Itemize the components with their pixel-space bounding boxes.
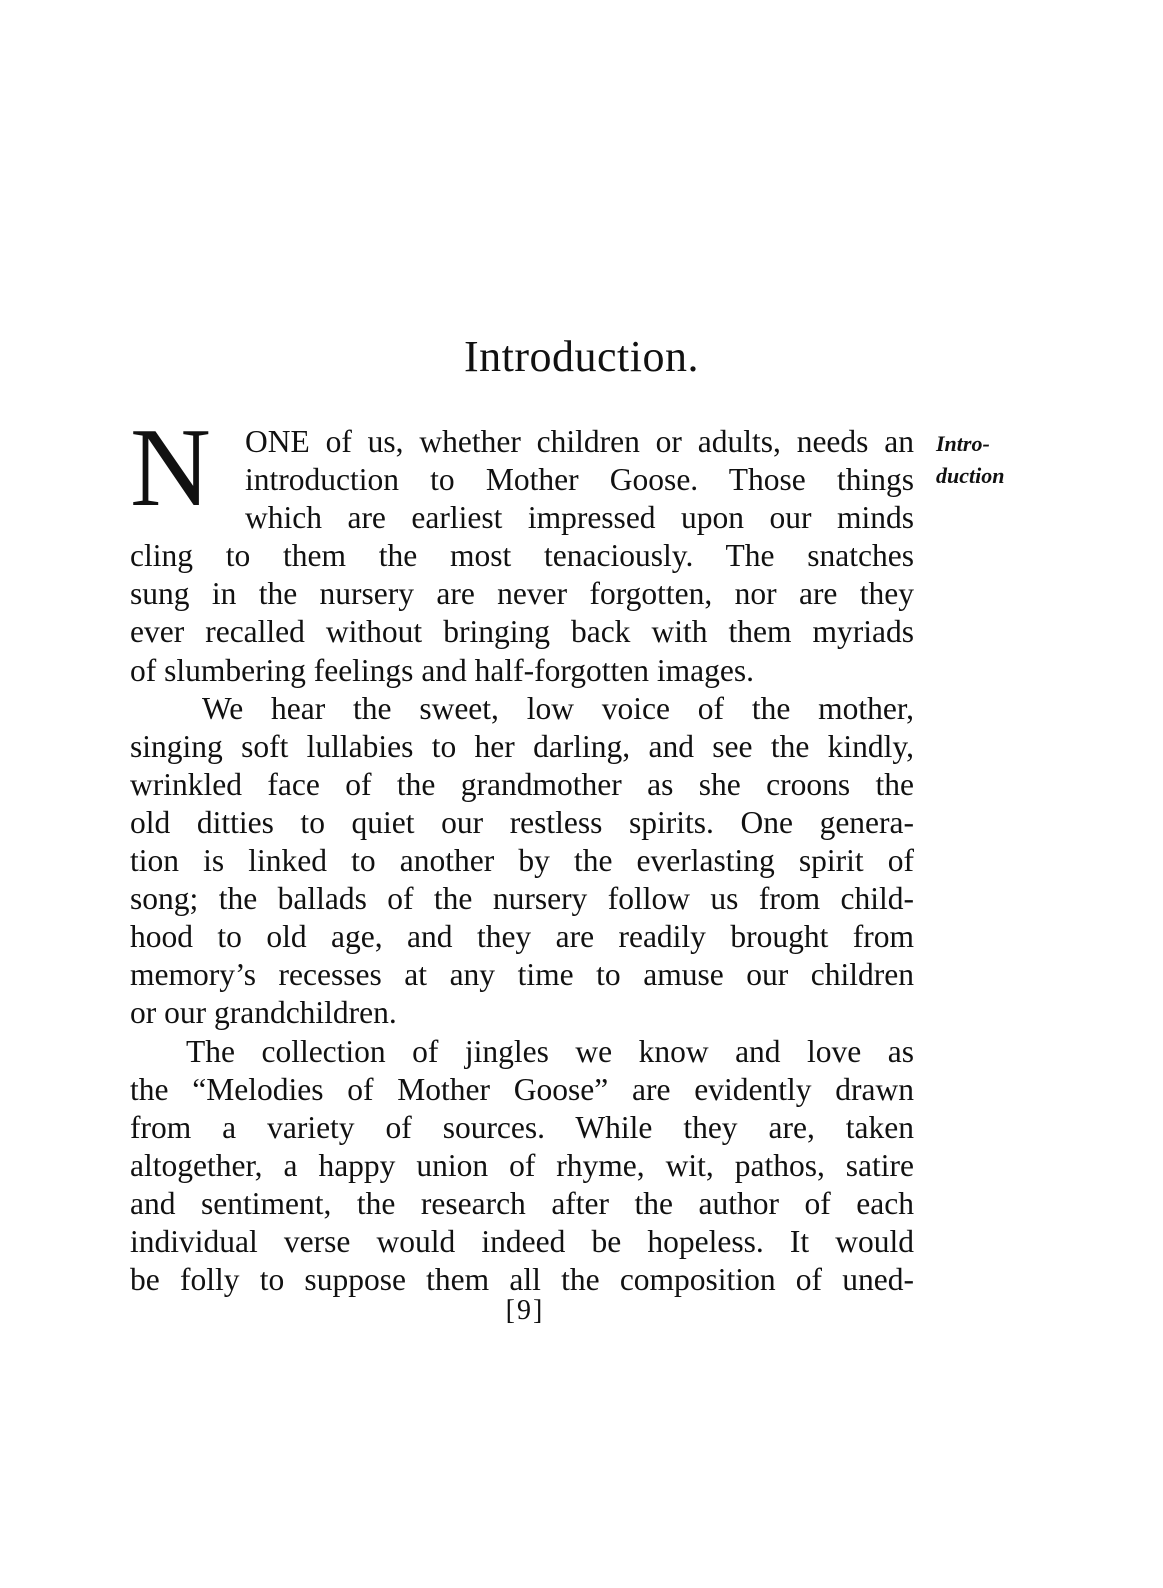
page-number: [9] [505, 1295, 545, 1326]
marginal-note-line: duction [936, 463, 1005, 488]
body-text [130, 423, 914, 1299]
text-line: singing soft lullabies to her darling, and see the kindly, [130, 728, 914, 764]
text-line: the “Melodies of Mother Goose” are evidently drawn [130, 1071, 914, 1107]
text-line: hood to old age, and they are readily brought from [130, 919, 914, 955]
text-line: old ditties to quiet our restless spirits. One genera- [130, 804, 914, 840]
text-line: individual verse would indeed be hopeless. It would [130, 1223, 914, 1259]
text-line: The collection of jingles we know and love as [186, 1033, 914, 1069]
text-line: altogether, a happy union of rhyme, wit, pathos, satire [130, 1147, 914, 1183]
marginal-note-line: Intro- [936, 431, 990, 456]
text-line: ONE of us, whether children or adults, needs an [245, 424, 914, 459]
text-line: song; the ballads of the nursery follow us from child- [130, 881, 914, 917]
text-line: of slumbering feelings and half-forgotten images. [130, 652, 755, 688]
text-line: which are earliest impressed upon our minds [245, 500, 914, 536]
text-line: cling to them the most tenaciously. The snatches [130, 538, 914, 574]
text-line: be folly to suppose them all the composition of uned- [130, 1262, 914, 1298]
text-line: or our grandchildren. [130, 995, 397, 1031]
text-line: wrinkled face of the grandmother as she croons the [130, 766, 914, 802]
text-line: from a variety of sources. While they are, taken [130, 1109, 914, 1145]
text-line: and sentiment, the research after the author of each [130, 1185, 914, 1221]
marginal-note [936, 428, 1004, 492]
page-title: Introduction. [463, 332, 699, 381]
text-line: ever recalled without bringing back with them myriads [130, 614, 914, 650]
text-line: sung in the nursery are never forgotten, nor are they [130, 576, 914, 612]
text-line: We hear the sweet, low voice of the mother, [202, 690, 914, 726]
drop-cap-letter: N [130, 406, 211, 530]
text-line: introduction to Mother Goose. Those things [245, 462, 914, 498]
text-line: tion is linked to another by the everlasting spirit of [130, 843, 914, 879]
text-line: memory’s recesses at any time to amuse our children [130, 957, 914, 993]
